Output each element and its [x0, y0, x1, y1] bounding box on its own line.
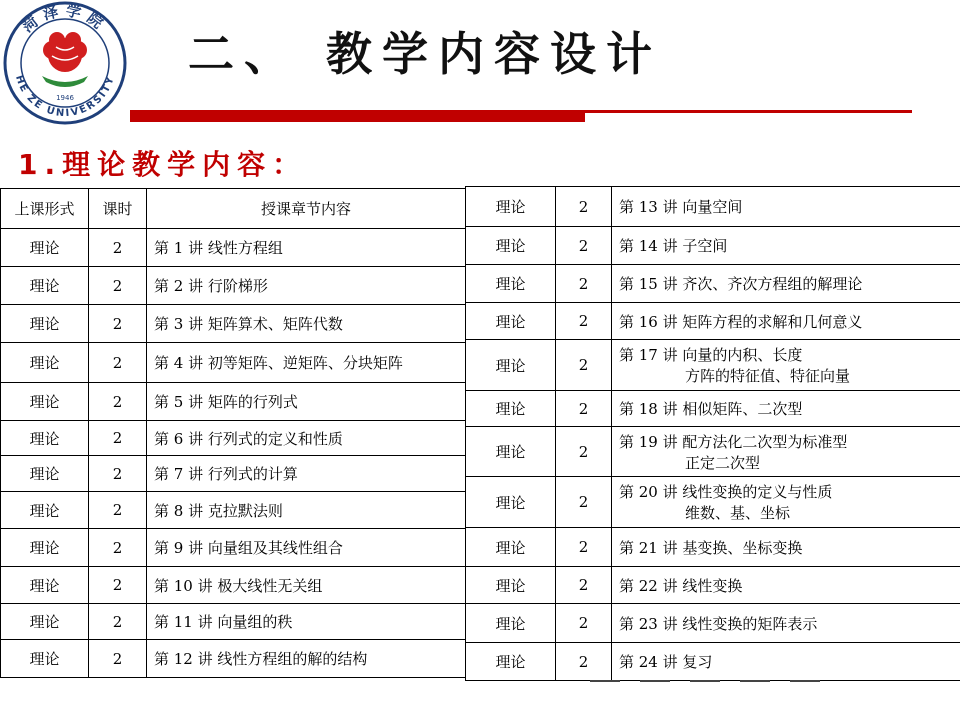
cell-hours: 2 — [89, 267, 147, 305]
cell-form: 理论 — [466, 227, 556, 265]
cell-content — [612, 427, 960, 477]
table-row — [1, 267, 466, 305]
cell-content: 第 23 讲 线性变换的矩阵表示 — [612, 604, 960, 643]
table-row — [466, 265, 960, 303]
cell-form: 理论 — [1, 383, 89, 421]
cell-form: 理论 — [466, 303, 556, 340]
cell-content-line2: 维数、基、坐标 — [685, 504, 791, 522]
table-row — [1, 492, 466, 529]
cell-content-line1: 第 17 讲 向量的内积、长度 — [619, 346, 803, 364]
cell-content — [612, 477, 960, 528]
table-row — [466, 604, 960, 643]
table-row — [466, 477, 960, 528]
header-content: 授课章节内容 — [147, 189, 466, 229]
cell-hours: 2 — [89, 229, 147, 267]
table-row — [466, 303, 960, 340]
page-title: 二、 教学内容设计 — [188, 27, 663, 81]
cell-content: 第 22 讲 线性变换 — [612, 567, 960, 604]
cell-content: 第 18 讲 相似矩阵、二次型 — [612, 391, 960, 427]
cell-hours: 2 — [556, 643, 612, 681]
header-form: 上课形式 — [1, 189, 89, 229]
cell-content: 第 13 讲 向量空间 — [612, 187, 960, 227]
cell-hours: 2 — [89, 305, 147, 343]
cell-hours: 2 — [556, 427, 612, 477]
cell-hours: 2 — [89, 383, 147, 421]
cell-hours: 2 — [89, 604, 147, 640]
cell-hours: 2 — [556, 265, 612, 303]
table-row — [466, 567, 960, 604]
cell-hours: 2 — [556, 477, 612, 528]
cell-form: 理论 — [1, 456, 89, 492]
table-row — [1, 640, 466, 678]
cell-content: 第 21 讲 基变换、坐标变换 — [612, 528, 960, 567]
cell-content-line2: 正定二次型 — [685, 453, 761, 472]
table-row — [1, 305, 466, 343]
cell-hours: 2 — [556, 340, 612, 391]
table-row — [1, 604, 466, 640]
cell-form: 理论 — [1, 604, 89, 640]
cell-hours: 2 — [556, 604, 612, 643]
table-row — [1, 421, 466, 456]
cell-content-line1: 第 20 讲 线性变换的定义与性质 — [619, 483, 833, 501]
cell-hours: 2 — [89, 421, 147, 456]
course-table-left — [0, 188, 466, 678]
header-hours: 课时 — [89, 189, 147, 229]
cell-content: 第 8 讲 克拉默法则 — [147, 492, 466, 529]
svg-text:1946: 1946 — [56, 94, 74, 102]
cell-hours: 2 — [556, 187, 612, 227]
course-table-right — [465, 186, 960, 681]
cell-content: 第 10 讲 极大线性无关组 — [147, 567, 466, 604]
table-row — [466, 528, 960, 567]
table-row — [466, 643, 960, 681]
cell-hours: 2 — [89, 456, 147, 492]
cell-form: 理论 — [1, 421, 89, 456]
cell-hours: 2 — [89, 640, 147, 678]
svg-text:菏泽学院: 菏泽学院 — [18, 1, 112, 36]
table-row — [466, 391, 960, 427]
title-underline-thick — [130, 110, 585, 122]
cell-hours: 2 — [89, 529, 147, 567]
svg-text:HE ZE UNIVERSITY: HE ZE UNIVERSITY — [12, 73, 117, 120]
table-row — [466, 427, 960, 477]
cell-form: 理论 — [1, 492, 89, 529]
cell-content: 第 9 讲 向量组及其线性组合 — [147, 529, 466, 567]
cell-form: 理论 — [466, 567, 556, 604]
cell-form: 理论 — [1, 305, 89, 343]
cell-content-line2: 方阵的特征值、特征向量 — [685, 367, 851, 385]
table-header-row — [1, 189, 466, 229]
table-row — [1, 567, 466, 604]
cell-form: 理论 — [466, 528, 556, 567]
cell-hours: 2 — [556, 391, 612, 427]
cell-content: 第 1 讲 线性方程组 — [147, 229, 466, 267]
cell-form: 理论 — [1, 267, 89, 305]
section-subtitle: 1.理论教学内容： — [18, 148, 308, 181]
cell-form: 理论 — [1, 567, 89, 604]
cell-form: 理论 — [1, 640, 89, 678]
table-row — [466, 340, 960, 391]
cell-form: 理论 — [466, 643, 556, 681]
cell-hours: 2 — [89, 567, 147, 604]
cell-content: 第 24 讲 复习 — [612, 643, 960, 681]
university-logo — [2, 0, 128, 126]
cell-hours: 2 — [556, 303, 612, 340]
table-row — [466, 187, 960, 227]
cell-content: 第 15 讲 齐次、齐次方程组的解理论 — [612, 265, 960, 303]
cell-form: 理论 — [1, 343, 89, 383]
cell-hours: 2 — [556, 567, 612, 604]
cell-content: 第 14 讲 子空间 — [612, 227, 960, 265]
cell-form: 理论 — [466, 187, 556, 227]
cell-hours: 2 — [89, 492, 147, 529]
cell-content-line1: 第 19 讲 配方法化二次型为标准型 — [619, 432, 848, 451]
table-row — [466, 227, 960, 265]
cell-content: 第 2 讲 行阶梯形 — [147, 267, 466, 305]
table-row — [1, 229, 466, 267]
cell-form: 理论 — [466, 391, 556, 427]
table-row — [1, 456, 466, 492]
cell-content: 第 4 讲 初等矩阵、逆矩阵、分块矩阵 — [147, 343, 466, 383]
cell-content: 第 6 讲 行列式的定义和性质 — [147, 421, 466, 456]
cell-form: 理论 — [466, 340, 556, 391]
cell-content: 第 11 讲 向量组的秩 — [147, 604, 466, 640]
title-underline-thin — [585, 110, 912, 113]
clipped-text-fragment — [590, 678, 850, 688]
cell-form: 理论 — [466, 477, 556, 528]
cell-form: 理论 — [466, 604, 556, 643]
cell-form: 理论 — [466, 265, 556, 303]
cell-hours: 2 — [556, 528, 612, 567]
cell-form: 理论 — [466, 427, 556, 477]
cell-form: 理论 — [1, 529, 89, 567]
cell-content — [612, 340, 960, 391]
table-row — [1, 343, 466, 383]
cell-content: 第 5 讲 矩阵的行列式 — [147, 383, 466, 421]
cell-content: 第 7 讲 行列式的计算 — [147, 456, 466, 492]
table-row — [1, 383, 466, 421]
cell-content: 第 16 讲 矩阵方程的求解和几何意义 — [612, 303, 960, 340]
cell-form: 理论 — [1, 229, 89, 267]
cell-hours: 2 — [89, 343, 147, 383]
cell-content: 第 12 讲 线性方程组的解的结构 — [147, 640, 466, 678]
table-row — [1, 529, 466, 567]
cell-content: 第 3 讲 矩阵算术、矩阵代数 — [147, 305, 466, 343]
cell-hours: 2 — [556, 227, 612, 265]
